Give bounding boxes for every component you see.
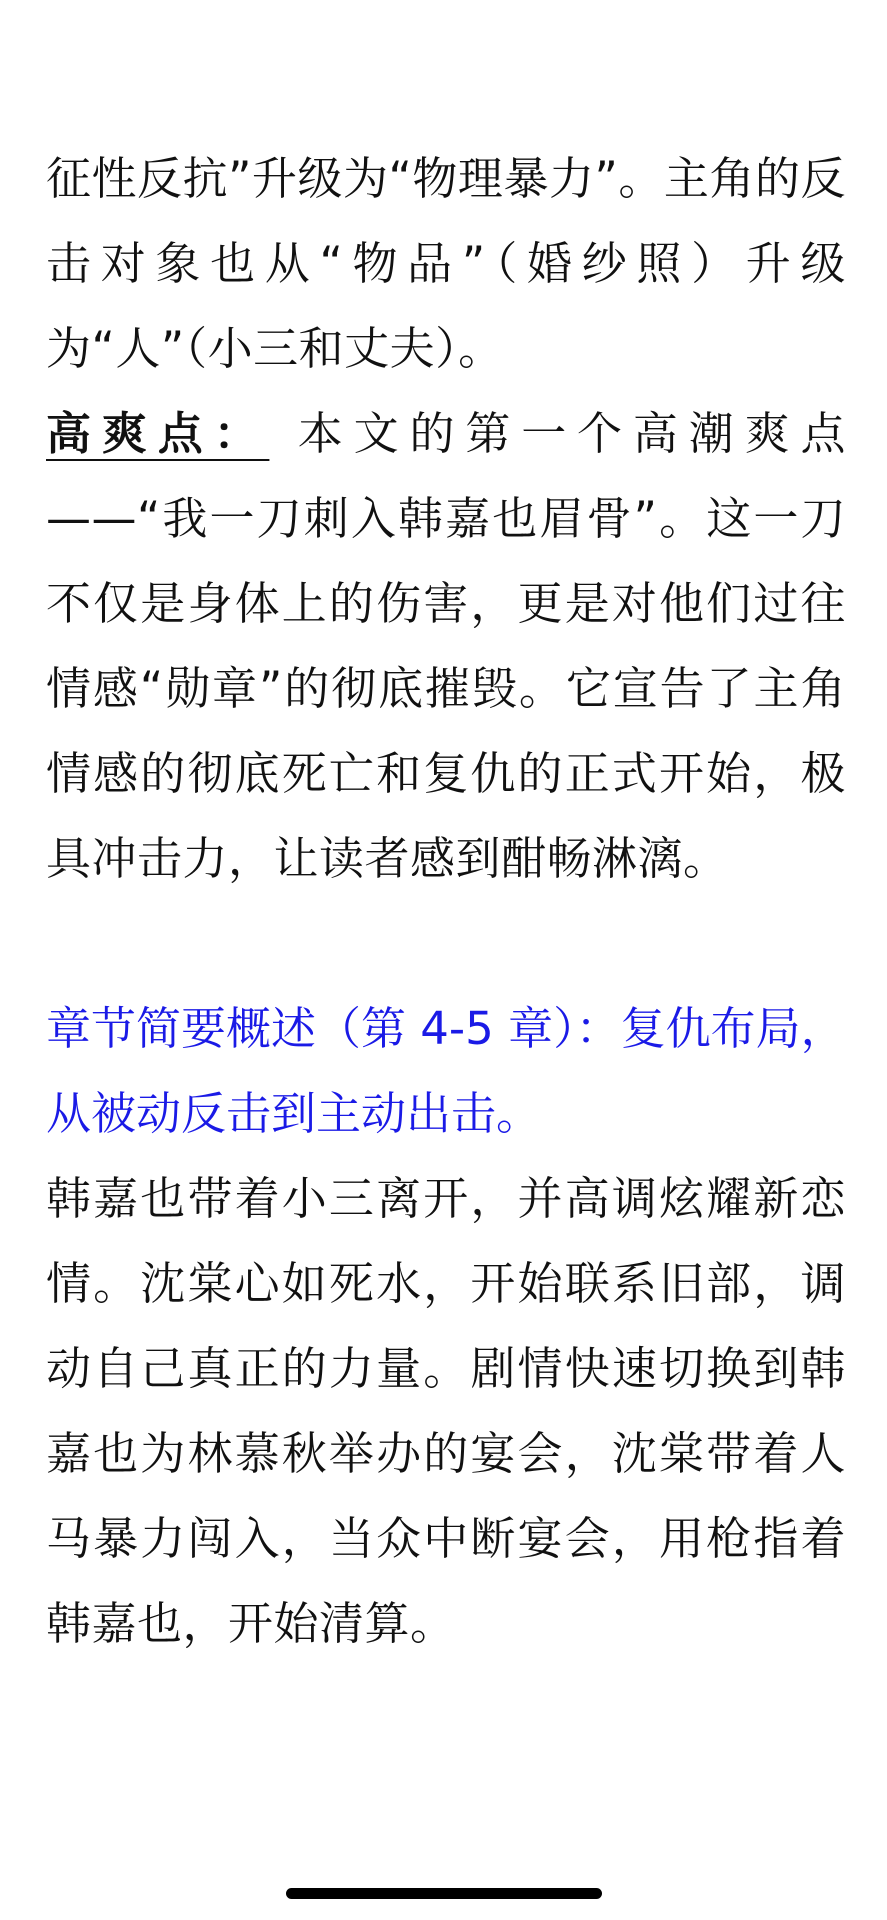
highlight-text: 本文的第一个高潮爽点——“我一刀刺入韩嘉也眉骨”。这一刀不仅是身体上的伤害，更是对他们过往情感“勋章”的彻底摧毁。它宣告了主角情感的彻底死亡和复仇的正式开始，极具冲击力，让读者感到酣畅淋漓。 (46, 407, 846, 885)
document-body (46, 136, 846, 1666)
paragraph-intro: 征性反抗”升级为“物理暴力”。主角的反击对象也从“物品”（婚纱照）升级为“人”（小三和丈夫）。 (46, 152, 846, 375)
highlight-paragraph (46, 391, 846, 901)
section-spacer (46, 901, 846, 986)
section-heading: 章节简要概述（第 4-5 章）：复仇布局，从被动反击到主动出击。 (46, 1002, 846, 1140)
home-indicator[interactable] (286, 1888, 602, 1899)
paragraph-summary: 韩嘉也带着小三离开，并高调炫耀新恋情。沈棠心如死水，开始联系旧部，调动自己真正的力量。剧情快速切换到韩嘉也为林慕秋举办的宴会，沈棠带着人马暴力闯入，当众中断宴会，用枪指着韩嘉也，开始清算。 (46, 1172, 846, 1650)
highlight-label: 高爽点： (46, 407, 270, 460)
